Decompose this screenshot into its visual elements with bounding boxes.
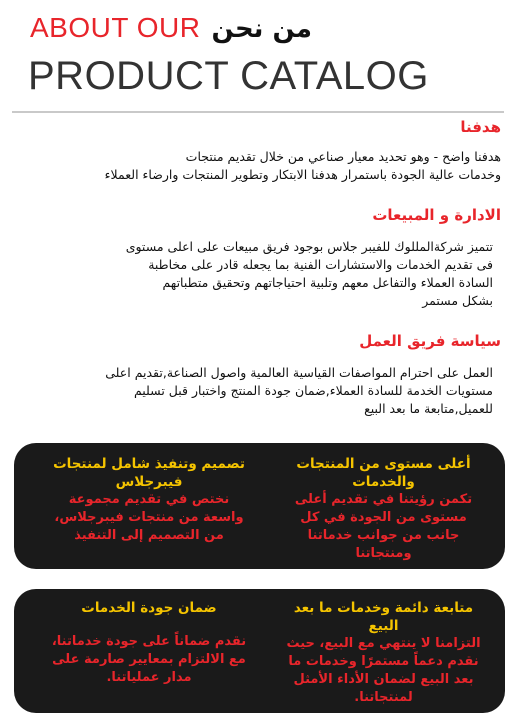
management-section: [21, 206, 501, 310]
box2-right-title-line: متابعة دائمة وخدمات ما بعد: [293, 600, 474, 616]
policy-line: العمل على احترام المواصفات القياسية العالمية واصول الصناعة,تقديم اعلى: [105, 365, 493, 380]
box2-right-title-line: البيع: [368, 618, 399, 634]
box2-left-column: [24, 599, 274, 687]
box2-left-body: [24, 633, 274, 687]
management-line: بشكل مستمر: [422, 293, 493, 308]
features-box-2: [14, 589, 505, 713]
box1-left-column: [24, 455, 274, 545]
management-title: الادارة و المبيعات: [372, 206, 501, 224]
header-divider: [12, 111, 504, 113]
box2-right-body-line: لمنتجاتنا.: [354, 690, 413, 705]
goal-line: وخدمات عالية الجودة باستمرار هدفنا الابتكار وتطوير المنتجات وارضاء العملاء: [104, 167, 501, 182]
policy-title: سياسة فريق العمل: [359, 332, 501, 350]
product-catalog-heading: PRODUCT CATALOG: [28, 54, 429, 98]
goal-section: [21, 118, 501, 184]
management-body: [21, 238, 493, 310]
box1-right-title-line: والخدمات: [352, 474, 415, 490]
box1-left-body-line: نختص في تقديم مجموعة: [68, 492, 230, 507]
policy-section: [21, 332, 501, 418]
box1-right-body-line: جانب من جوانب خدماتنا: [307, 528, 460, 543]
about-our-heading: ABOUT OUR: [30, 12, 201, 43]
box2-right-column: [276, 599, 491, 707]
box2-right-body-line: بعد البيع لضمان الأداء الأمثل: [293, 672, 474, 687]
box1-right-body: [276, 491, 491, 563]
box1-right-body-line: ومنتجاتنا: [355, 546, 412, 561]
box1-left-title-line: تصميم وتنفيذ شامل لمنتجات: [53, 456, 245, 472]
policy-line: للعميل,متابعة ما بعد البيع: [364, 401, 493, 416]
box1-left-title: [24, 455, 274, 491]
box2-left-title: [24, 599, 274, 617]
box2-right-body-line: نقدم دعماً مستمرًا وخدمات ما: [288, 654, 479, 669]
box1-right-title-line: أعلى مستوى من المنتجات: [296, 456, 471, 472]
box2-right-body-line: التزامنا لا ينتهي مع البيع، حيث: [286, 636, 481, 651]
box2-right-title: [276, 599, 491, 635]
box1-left-body: [24, 491, 274, 545]
box2-left-title-line: ضمان جودة الخدمات: [81, 600, 217, 616]
box2-left-body-line: مدار عملياتنا.: [106, 670, 192, 685]
box1-right-body-line: مستوى من الجودة في كل: [300, 510, 467, 525]
management-line: السادة العملاء والتفاعل معهم وتلبية احتياجاتهم وتحقيق متطباتهم: [162, 275, 493, 290]
box2-left-body-line: مع الالتزام بمعايير صارمة على: [52, 652, 246, 667]
box2-left-body-line: نقدم ضماناً على جودة خدماتنا،: [51, 634, 247, 649]
policy-body: [21, 364, 493, 418]
policy-line: مستويات الخدمة للسادة العملاء,ضمان جودة المنتج واختبار قبل تسليم: [133, 383, 493, 398]
goal-title: هدفنا: [460, 118, 501, 136]
box2-right-body: [276, 635, 491, 707]
features-box-1: [14, 443, 505, 569]
box1-left-body-line: واسعة من منتجات فيبرجلاس،: [54, 510, 244, 525]
header-title-row: [30, 12, 312, 44]
box1-right-body-line: تكمن رؤيتنا في تقديم أعلى: [294, 492, 473, 507]
box1-left-body-line: من التصميم إلى التنفيذ: [74, 528, 224, 543]
box1-right-column: [276, 455, 491, 563]
management-line: تتميز شركةالمللوك للفيبر جلاس بوجود فريق مبيعات على اعلى مستوى: [125, 239, 493, 254]
goal-body: [21, 148, 501, 184]
box1-right-title: [276, 455, 491, 491]
goal-line: هدفنا واضح - وهو تحديد معيار صناعي من خلال تقديم منتجات: [185, 149, 501, 164]
management-line: فى تقديم الخدمات والاستشارات الفنية بما يجعله قادر على مخاطبة: [148, 257, 493, 272]
box1-left-title-line: فيبرجلاس: [115, 474, 183, 490]
arabic-title-heading: من نحن: [211, 14, 312, 44]
